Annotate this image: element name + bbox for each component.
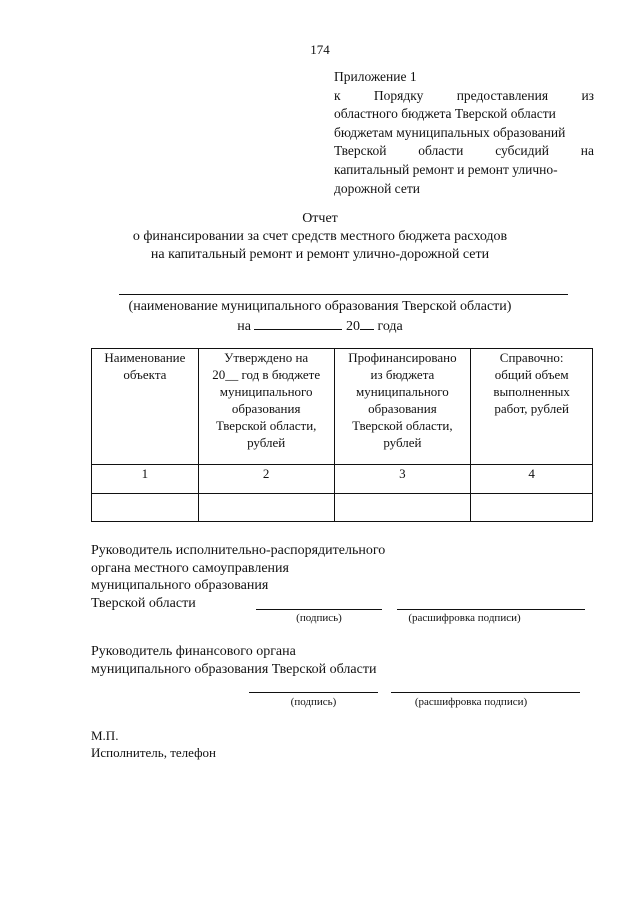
table-cell-empty[interactable] [334,494,471,522]
stamp-label: М.П. [91,728,119,743]
report-title-line: на капитальный ремонт и ремонт улично-дорожной сети [150,247,490,262]
column-number: 2 [198,465,334,494]
signature2-decode-field[interactable] [391,692,580,693]
appendix-line: капитальный ремонт и ремонт улично- [334,161,558,177]
date-blank-field[interactable] [254,316,342,330]
appendix-line-justified: Тверской области субсидий на [334,143,594,159]
column-header-approved: Утверждено на 20__ год в бюджете муниципального образования Тверской области, рублей [198,349,334,465]
table-cell-empty[interactable] [471,494,593,522]
column-number: 3 [334,465,471,494]
executor-label: Исполнитель, телефон [91,745,216,760]
column-number: 4 [471,465,593,494]
year-blank-field[interactable] [360,316,374,330]
appendix-line: бюджетам муниципальных образований [334,124,566,140]
appendix-line: областного бюджета Тверской области [334,106,556,122]
signature2-decode-caption: (расшифровка подписи) [414,696,528,708]
report-title-line: Отчет [302,211,338,226]
report-date-line: на 20 года [0,316,640,336]
org-name-caption: (наименование муниципального образования Тверской области) [128,299,512,314]
column-header-object-name: Наименование объекта [92,349,199,465]
page-number: 174 [310,42,330,57]
column-number-row [92,465,593,494]
appendix-line: дорожной сети [334,180,420,196]
signature1-sign-caption: (подпись) [296,612,342,624]
appendix-header [334,68,594,198]
signature1-sign-field[interactable] [256,609,382,610]
report-table [91,348,593,522]
signature1-title: Руководитель исполнительно-распорядительного органа местного самоуправления муниципального образования Тверской области [91,543,386,611]
table-row [92,494,593,522]
table-header-row [92,349,593,465]
column-number: 1 [92,465,199,494]
column-header-financed: Профинансировано из бюджета муниципального образования Тверской области, рублей [334,349,471,465]
org-caption-block [0,298,640,336]
appendix-title: Приложение 1 [334,69,417,84]
signature2-sign-field[interactable] [249,692,378,693]
signature1-decode-caption: (расшифровка подписи) [408,612,521,624]
signature2-title: Руководитель финансового органа муниципального образования Тверской области [91,644,377,677]
org-name-field[interactable] [119,294,568,295]
report-title-line: о финансировании за счет средств местного бюджета расходов [132,229,508,244]
table-cell-empty[interactable] [92,494,199,522]
signature1-decode-field[interactable] [397,609,585,610]
column-header-reference: Справочно: общий объем выполненных работ, рублей [471,349,593,465]
appendix-line-justified: к Порядку предоставления из [334,87,594,103]
signature2-sign-caption: (подпись) [290,696,337,708]
report-title [0,210,640,264]
table-cell-empty[interactable] [198,494,334,522]
